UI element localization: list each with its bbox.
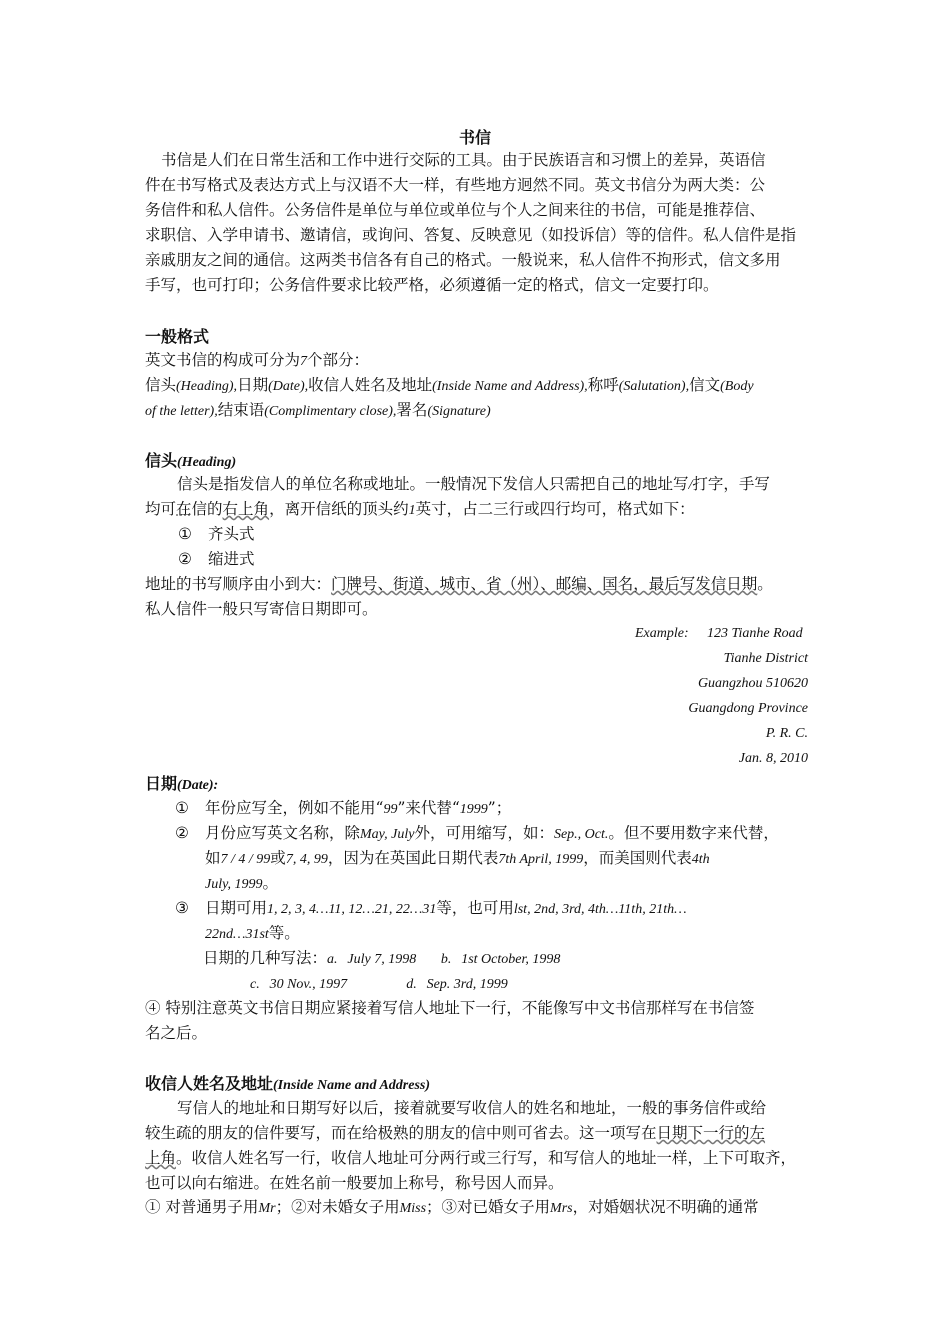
english-term: (Body (720, 379, 754, 394)
text-run: ”来代替“ (397, 799, 460, 817)
intro-line: 务信件和私人信件。公务信件是单位与单位或单位与个人之间来往的书信，可能是推荐信、 (145, 201, 766, 219)
section-heading-date: 日期(Date): (145, 774, 219, 793)
text-run: ；②对未婚女子用 (275, 1198, 400, 1216)
english-term: (Complimentary close), (264, 404, 397, 419)
date-item: ③ 日期可用1, 2, 3, 4…11, 12…21, 22…31等，也可用lst, 2nd, 3rd, 4th…11th, 21th… (175, 899, 687, 917)
general-line: 英文书信的构成可分为7个部分： (145, 351, 370, 369)
text-run: 信文 (689, 376, 721, 394)
english-term: (Inside Name and Address), (432, 379, 588, 394)
example-address-line: Jan. 8, 2010 (738, 751, 808, 766)
text-run: 等，也可用 (436, 899, 514, 917)
date-item: ① 年份应写全，例如不能用“99”来代替“1999”； (175, 799, 512, 817)
general-parts-line (145, 398, 810, 424)
english-term: lst, 2nd, 3rd, 4th…11th, 21th… (513, 902, 687, 917)
address-order-note: 私人信件一般只写寄信日期即可。 (145, 600, 378, 618)
intro-line: 件在书写格式及表达方式上与汉语不大一样，有些地方迥然不同。英文书信分为两大类：公 (145, 176, 766, 194)
text-run: ① 对普通男子用 (145, 1198, 259, 1216)
text-run: 月份应写英文名称，除 (205, 824, 361, 842)
english-term: Mr (258, 1201, 276, 1216)
english-term: of the letter), (145, 404, 218, 419)
date-item-cont (205, 921, 870, 947)
intro-line: 亲戚朋友之间的通信。这两类书信各有自己的格式。一般说来，私人信件不拘形式，信文多用 (145, 251, 781, 269)
text-run: 年份应写全，例如不能用“ (205, 799, 384, 817)
heading-para-line: 均可在信的右上角，离开信纸的顶头约1英寸，占二三行或四行均可，格式如下： (145, 500, 695, 518)
text-run: 结束语 (217, 401, 265, 419)
text-run: ，对婚姻状况不明确的通常 (572, 1198, 759, 1216)
text-run: 收信人姓名及地址 (308, 376, 433, 394)
intro-line: 书信是人们在日常生活和工作中进行交际的工具。由于民族语言和习惯上的差异，英语信 (161, 151, 766, 169)
example-address-line: Guangzhou 510620 (697, 676, 808, 691)
english-term: May, July (360, 827, 415, 842)
english-term: 7 / 4 / 99 (220, 852, 271, 867)
document-page: 书信 书信是人们在日常生活和工作中进行交际的工具。由于民族语言和习惯上的差异，英语信 件在书写格式及表达方式上与汉语不大一样，有些地方迥然不同。英文书信分为两大类：公 务信件和私人信件。公务信件是单位与单位或单位与个人之间来往的书信，可能是推荐信、 求职信、入学申请书、邀请信，或询问、答复、反映意见（如投诉信）等的信件。私人信件是指 亲戚朋友之间的通信。这两类书信各有自己的格式。一般说来，私人信件不拘形式，信文多用 手写，也可打印；公务信件要求比较严格，必须遵循一定的格式，信文一定要打印。 一般格式 英文书信的构成可分为7个部分： 信头(Heading),日期(Date),收信人姓名及地址(Inside Name and Address),称呼(Salutation),信文(Body of the letter),结束语(Complimentary close),署名(Signature) 信头(Heading) 信头是指发信人的单位名称或地址。一般情况下发信人只需把自己的地址写/打字，手写 均可在信的右上角，离开信纸的顶头约1英寸，占二三行或四行均可，格式如下： ① 齐头式 ② 缩进式 地址的书写顺序由小到大：门牌号、街道、城市、省（州）、邮编、国名，最后写发信日期。 私人信件一般只写寄信日期即可。 Example: 123 Tianhe Road Tianhe District Guangzhou 510620 Guangdong Province P. R. C. Jan. 8, 2010 日期(Date): ① 年份应写全，例如不能用“99”来代替“1999”； ② 月份应写英文名称，除May, July外，可用缩写，如：Sep., Oct.。但不要用数字来代替， 如7 / 4 / 99或7, 4, 99，因为在英国此日期代表7th April, 1999，而美国则代表4th July, 1999。 ③ 日期可用1, 2, 3, 4…11, 12…21, 22…31等，也可用lst, 2nd, 3rd, 4th…11th, 21th… 22nd…31st等。 日期的几种写法：a. July 7, 1998 b. 1st October, 1998 c. 30 Nov., 1997 d. Sep. 3rd, 1999 ④ 特别注意英文书信日期应紧接着写信人地址下一行，不能像写中文书信那样写在书信签 名之后。 收信人姓名及地址(Inside Name and Address) 写信人的地址和日期写好以后，接着就要写收信人的姓名和地址，一般的事务信件或给 较生疏的朋友的信件要写，而在给极熟的朋友的信中则可省去。这一项写在日期下一行的左 上角。收信人姓名写一行，收信人地址可分两行或三行写，和写信人的地址一样，上下可取齐， 也可以向右缩进。在姓名前一般要加上称号，称号因人而异。 ① 对普通男子用Mr；②对未婚女子用Miss；③对已婚女子用Mrs，对婚姻状况不明确的通常 (0, 0, 950, 1344)
english-term: July, 1999 (205, 877, 263, 892)
inside-para-line: 上角。收信人姓名写一行，收信人地址可分两行或三行写，和写信人的地址一样，上下可取齐， (145, 1149, 797, 1167)
english-term: 4th (691, 852, 710, 867)
section-heading-inside: 收信人姓名及地址(Inside Name and Address) (145, 1074, 431, 1093)
date-item-cont (205, 846, 870, 872)
text-run: ，而美国则代表 (583, 849, 692, 867)
text-run: 等。 (268, 924, 300, 942)
english-term: 22nd…31st (205, 927, 269, 942)
page-title: 书信 (458, 128, 491, 147)
section-heading-general: 一般格式 (145, 327, 210, 346)
list-item: ① 齐头式 (178, 525, 255, 543)
text-run: ”； (487, 799, 512, 817)
english-term: 7th April, 1999 (498, 852, 584, 867)
example-label: Example: (635, 626, 689, 641)
date-item: ② 月份应写英文名称，除May, July外，可用缩写，如：Sep., Oct.。但不要用数字来代替， (175, 824, 779, 842)
english-term: (Salutation), (618, 379, 690, 394)
text-run: 或 (270, 849, 286, 867)
text-run: 如 (205, 849, 221, 867)
text-run: ，因为在英国此日期代表 (327, 849, 499, 867)
inside-para-line (145, 1195, 810, 1221)
date-item-cont (205, 871, 870, 897)
text-run: ；③对已婚女子用 (426, 1198, 551, 1216)
text-run: 日期可用 (205, 899, 268, 917)
text-run: 称呼 (587, 376, 619, 394)
date-ways-line: 日期的几种写法：a. July 7, 1998 b. 1st October, 1998 (203, 949, 561, 967)
english-term: 99 (383, 802, 398, 817)
date-note: 名之后。 (145, 1024, 208, 1042)
english-term: Miss (399, 1201, 427, 1216)
date-ways-line: c. 30 Nov., 1997 d. Sep. 3rd, 1999 (250, 977, 508, 992)
example-address-line: P. R. C. (765, 726, 808, 741)
text-run: 。 (262, 874, 279, 892)
text-run: 信头 (145, 376, 177, 394)
list-item: ② 缩进式 (178, 550, 255, 568)
text-run: 日期 (237, 376, 269, 394)
english-term: 7, 4, 99 (285, 852, 328, 867)
inside-para-line: 较生疏的朋友的信件要写，而在给极熟的朋友的信中则可省去。这一项写在日期下一行的左 (145, 1124, 766, 1142)
english-term: (Heading), (176, 379, 238, 394)
english-term: (Date), (268, 379, 309, 394)
text-run: 。但不要用数字来代替， (608, 824, 779, 842)
date-note: ④ 特别注意英文书信日期应紧接着写信人地址下一行，不能像写中文书信那样写在书信签 (145, 999, 755, 1017)
section-heading-heading: 信头(Heading) (145, 451, 237, 470)
intro-line: 手写，也可打印；公务信件要求比较严格，必须遵循一定的格式，信文一定要打印。 (145, 276, 719, 294)
example-address-line: Tianhe District (723, 651, 808, 666)
intro-line: 求职信、入学申请书、邀请信，或询问、答复、反映意见（如投诉信）等的信件。私人信件是指 (145, 226, 797, 244)
english-term: Mrs (550, 1201, 573, 1216)
english-term: (Signature) (427, 404, 491, 419)
text-run: 外，可用缩写，如： (414, 824, 554, 842)
inside-para-line: 也可以向右缩进。在姓名前一般要加上称号，称号因人而异。 (145, 1174, 564, 1192)
address-order-line: 地址的书写顺序由小到大：门牌号、街道、城市、省（州）、邮编、国名，最后写发信日期。 (145, 575, 773, 593)
heading-para-line: 信头是指发信人的单位名称或地址。一般情况下发信人只需把自己的地址写/打字，手写 (177, 475, 770, 493)
inside-para-line: 写信人的地址和日期写好以后，接着就要写收信人的姓名和地址，一般的事务信件或给 (177, 1099, 767, 1117)
general-parts-line (145, 373, 810, 399)
example-address-line: Guangdong Province (688, 701, 808, 716)
text-run: 署名 (396, 401, 428, 419)
english-term: 1999 (459, 802, 488, 817)
english-term: Sep., Oct. (553, 827, 609, 842)
english-term: 1, 2, 3, 4…11, 12…21, 22…31 (267, 902, 437, 917)
